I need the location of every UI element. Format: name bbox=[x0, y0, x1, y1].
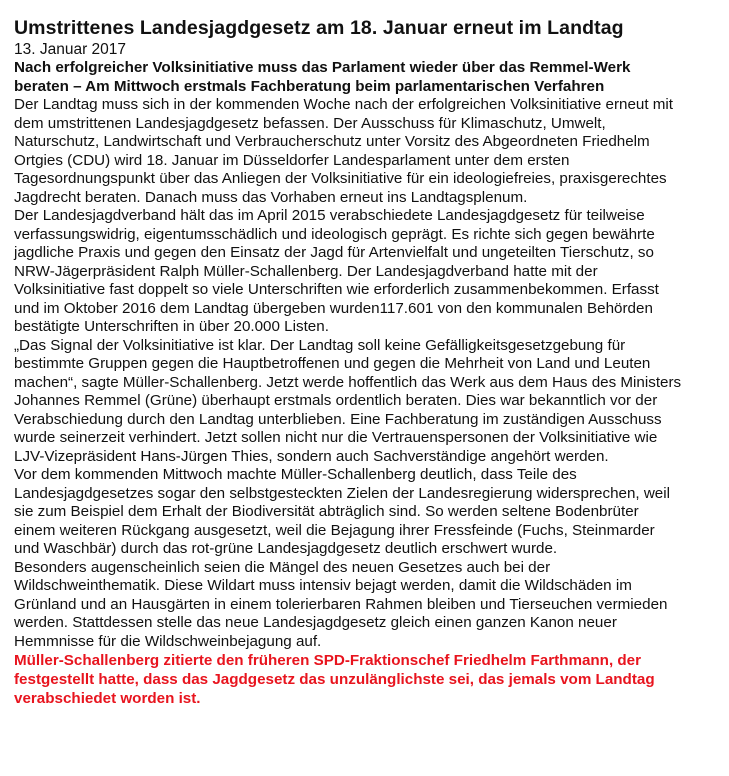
article-closing-quote: Müller-Schallenberg zitierte den früheren SPD-Fraktionschef Friedhelm Farthmann, der festgestellt hatte, dass das Jagdgesetz das unzulänglichste sei, das jemals vom Landtag verabschiedet worden ist. bbox=[14, 652, 655, 707]
article-title: Umstrittenes Landesjagdgesetz am 18. Januar erneut im Landtag bbox=[14, 17, 624, 39]
article-paragraph-2: Der Landesjagdverband hält das im April 2015 verabschiedete Landesjagdgesetz für teilweise verfassungswidrig, eigentumsschädlich und ideologisch geprägt. Es richte sich gegen bewährte jagdliche Praxis und gegen den Einsatz der Jagd für Artenvielfalt und ungeteilten Tierschutz, so NRW-Jägerpräsident Ralph Müller-Schallenberg. Der Landesjagdverband hatte mit der Volksinitiative fast doppelt so viele Unterschriften wie erforderlich zusammenbekommen. Erfasst und im Oktober 2016 dem Landtag übergeben wurden117.601 von den kommunalen Behörden bestätigte Unterschriften in über 20.000 Listen. bbox=[14, 207, 659, 335]
article-date: 13. Januar 2017 bbox=[14, 41, 127, 58]
article-paragraph-4: Vor dem kommenden Mittwoch machte Müller-Schallenberg deutlich, dass Teile des Landesjagdgesetzes sogar den selbstgesteckten Zielen der Landesregierung widersprechen, weil sie zum Beispiel dem Erhalt der Biodiversität abträglich sind. So werden seltene Bodenbrüter einem weiteren Rückgang ausgesetzt, weil die Bejagung ihrer Fressfeinde (Fuchs, Steinmarder und Waschbär) durch das rot-grüne Landesjagdgesetz deutlich erschwert wurde. bbox=[14, 466, 671, 557]
article-paragraph-5: Besonders augenscheinlich seien die Mängel des neuen Gesetzes auch bei der Wildschweinthematik. Diese Wildart muss intensiv bejagt werden, damit die Wildschäden im Grünland und an Hausgärten in einem tolerierbaren Rahmen bleiben und Tierseuchen vermieden werden. Stattdessen stelle das neue Landesjagdgesetz gleich einen ganzen Kanon neuer Hemmnisse für die Wildschweinbejagung auf. bbox=[14, 558, 668, 650]
article-paragraph-3: „Das Signal der Volksinitiative ist klar. Der Landtag soll keine Gefälligkeitsgesetzgebung für bestimmte Gruppen gegen die Hauptbetroffenen und gegen die Mehrheit von Land und Leuten machen“, sagte Müller-Schallenberg. Jetzt werde hoffentlich das Werk aus dem Haus des Ministers Johannes Remmel (Grüne) überhaupt erstmals ordentlich beraten. Dies war bekanntlich vor der Verabschiedung durch den Landtag unterblieben. Eine Fachberatung im zuständigen Ausschuss wurde seinerzeit verhindert. Jetzt sollen nicht nur die Vertrauenspersonen der Volksinitiative wie LJV-Vizepräsident Hans-Jürgen Thies, sondern auch Sachverständige angehört werden. bbox=[14, 336, 682, 465]
article-paragraph-1: Der Landtag muss sich in der kommenden Woche nach der erfolgreichen Volksinitiative erneut mit dem umstrittenen Landesjagdgesetz befassen. Der Ausschuss für Klimaschutz, Umwelt, Naturschutz, Landwirtschaft und Verbraucherschutz unter Vorsitz des Abgeordneten Friedhelm Ortgies (CDU) wird 18. Januar im Düsseldorfer Landesparlament unter dem ersten Tagesordnungspunkt über das Anliegen der Volksinitiative für ein ideologiefreies, praxisgerechtes Jagdrecht beraten. Danach muss das Vorhaben erneut ins Landtagsplenum. bbox=[14, 96, 674, 206]
article-lead: Nach erfolgreicher Volksinitiative muss das Parlament wieder über das Remmel-Werk beraten – Am Mittwoch erstmals Fachberatung beim parlamentarischen Verfahren bbox=[14, 59, 631, 95]
article bbox=[14, 16, 682, 708]
